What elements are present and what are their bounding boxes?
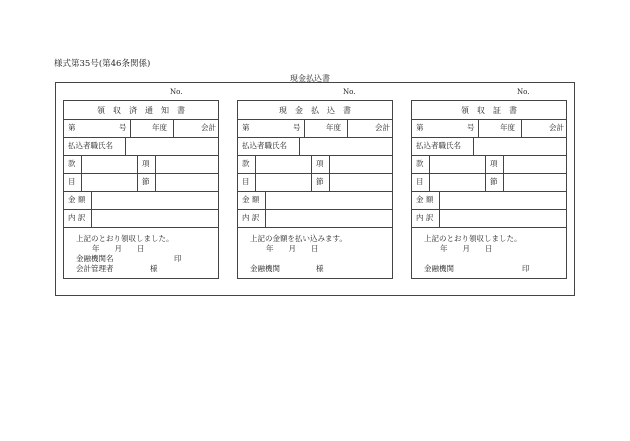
form-number: 様式第35号(第46条関係): [54, 59, 151, 69]
panel-title: 領 収 済 通 知 書: [97, 106, 185, 115]
no-prefix: 第: [68, 123, 76, 132]
breakdown-label: 内 訳: [68, 213, 86, 222]
amount-label: 金 額: [68, 195, 86, 204]
note-date: 年 月 日: [440, 244, 493, 253]
no-prefix: 第: [242, 123, 250, 132]
panel-title: 領 収 証 書: [461, 106, 517, 115]
panel-title: 現 金 払 込 書: [279, 106, 351, 115]
form-title: 現金払込書: [290, 74, 330, 83]
fiscal-year-label: 年度: [500, 123, 515, 132]
bank-label: 金融機関: [250, 264, 280, 273]
sama-label: 様: [150, 264, 158, 273]
payer-name-label: 払込者職氏名: [242, 141, 287, 150]
amount-label: 金 額: [416, 195, 434, 204]
fiscal-year-label: 年度: [326, 123, 341, 132]
bank-label: 金融機関: [424, 264, 454, 273]
moku-label: 目: [242, 177, 250, 186]
setsu-label: 節: [316, 177, 324, 186]
breakdown-label: 内 訳: [242, 213, 260, 222]
payer-name-label: 払込者職氏名: [68, 141, 113, 150]
payer-name-label: 払込者職氏名: [416, 141, 461, 150]
kan-label: 款: [416, 159, 424, 168]
note-date: 年 月 日: [266, 244, 319, 253]
setsu-label: 節: [142, 177, 150, 186]
bank-name-label: 金融機関名: [76, 254, 114, 263]
amount-label: 金 額: [242, 195, 260, 204]
account-label: 会計: [375, 123, 390, 132]
setsu-label: 節: [490, 177, 498, 186]
account-label: 会計: [549, 123, 564, 132]
breakdown-label: 内 訳: [416, 213, 434, 222]
no-label-2: No.: [343, 88, 356, 96]
note-line1: 上記のとおり領収しました。: [76, 234, 174, 243]
sama-label: 様: [316, 264, 324, 273]
cash-payment-panel: [237, 100, 393, 279]
note-date: 年 月 日: [92, 244, 145, 253]
seal-label: 印: [174, 254, 182, 263]
go-suffix: 号: [119, 123, 127, 132]
account-label: 会計: [201, 123, 216, 132]
no-prefix: 第: [416, 123, 424, 132]
seal-label: 印: [522, 264, 530, 273]
no-label-3: No.: [517, 88, 530, 96]
receipt-panel: [411, 100, 567, 279]
treasurer-label: 会計管理者: [76, 264, 114, 273]
kou-label: 項: [316, 159, 324, 168]
go-suffix: 号: [293, 123, 301, 132]
fiscal-year-label: 年度: [152, 123, 167, 132]
moku-label: 目: [416, 177, 424, 186]
receipt-notice-panel: [63, 100, 219, 279]
no-label-1: No.: [170, 88, 183, 96]
go-suffix: 号: [467, 123, 475, 132]
kan-label: 款: [68, 159, 76, 168]
kou-label: 項: [490, 159, 498, 168]
note-line1: 上記のとおり領収しました。: [424, 234, 522, 243]
note-line1: 上記の金額を払い込みます。: [250, 234, 347, 243]
kan-label: 款: [242, 159, 250, 168]
moku-label: 目: [68, 177, 76, 186]
kou-label: 項: [142, 159, 150, 168]
